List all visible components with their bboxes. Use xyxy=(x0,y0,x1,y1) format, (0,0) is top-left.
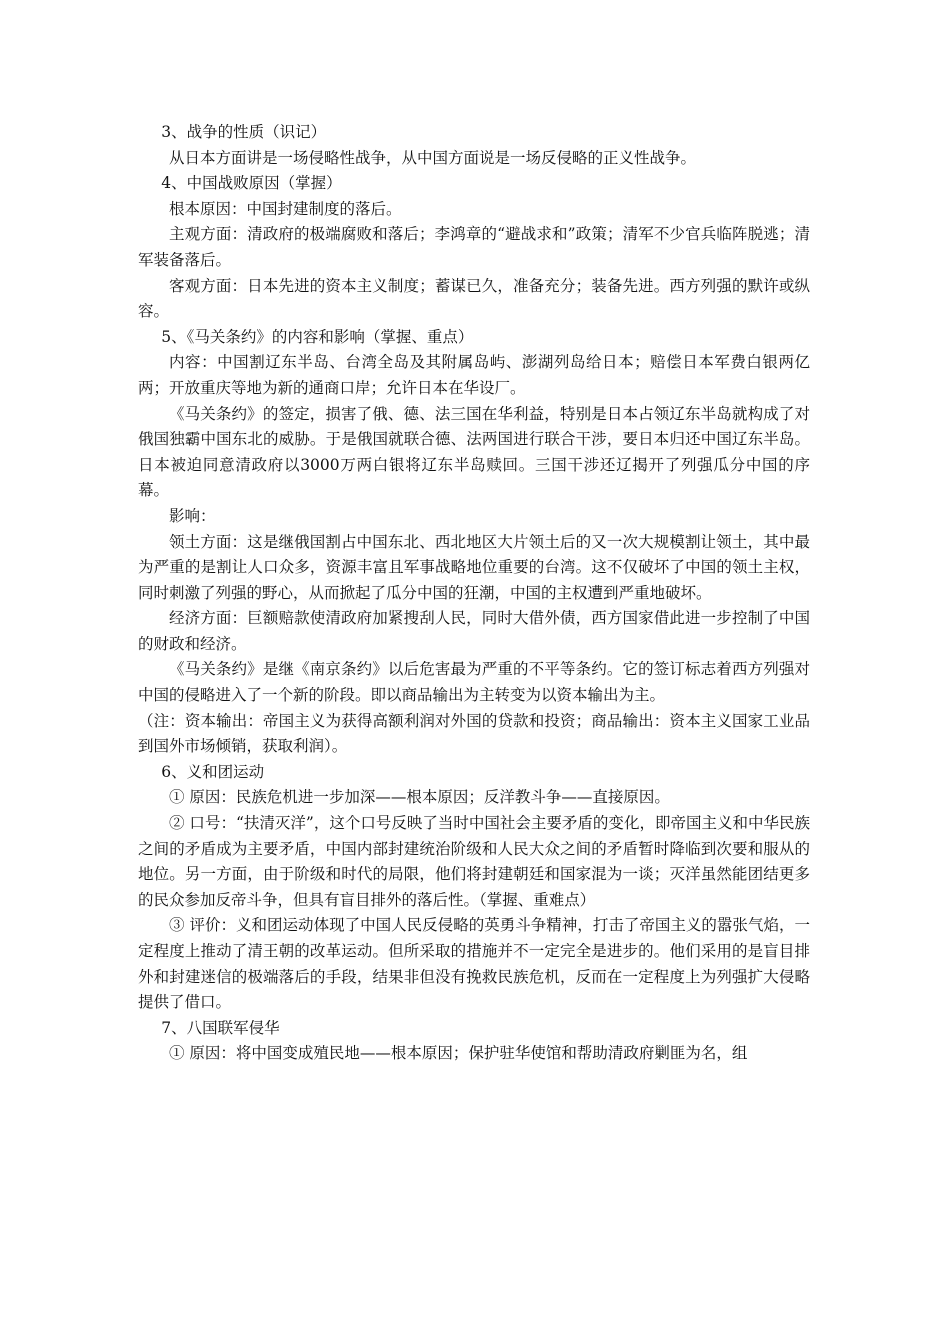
paragraph: ② 口号：“扶清灭洋”，这个口号反映了当时中国社会主要矛盾的变化，即帝国主义和中华民族之间的矛盾成为主要矛盾，中国内部封建统治阶级和人民大众之间的矛盾暂时降临到次要和服从的地位。另一方面，由于阶级和时代的局限，他们将封建朝廷和国家混为一谈；灭洋虽然能团结更多的民众参加反帝斗争，但具有盲目排外的落后性。（掌握、重难点） xyxy=(138,814,810,909)
document-body xyxy=(138,120,810,1067)
paragraph: 主观方面：清政府的极端腐败和落后；李鸿章的“避战求和”政策；清军不少官兵临阵脱逃；清军装备落后。 xyxy=(138,225,810,269)
paragraph: 领土方面：这是继俄国割占中国东北、西北地区大片领土后的又一次大规模割让领土，其中最为严重的是割让人口众多，资源丰富且军事战略地位重要的台湾。这不仅破坏了中国的领土主权，同时刺激了列强的野心，从而掀起了瓜分中国的狂潮，中国的主权遭到严重地破坏。 xyxy=(138,532,810,602)
paragraph: 《马关条约》是继《南京条约》以后危害最为严重的不平等条约。它的签订标志着西方列强对中国的侵略进入了一个新的阶段。即以商品输出为主转变为以资本输出为主。 xyxy=(138,660,810,705)
paragraph: 经济方面：巨额赔款使清政府加紧搜刮人民，同时大借外债，西方国家借此进一步控制了中国的财政和经济。 xyxy=(138,609,810,653)
paragraph: 根本原因：中国封建制度的落后。 xyxy=(169,199,402,218)
paragraph: 客观方面：日本先进的资本主义制度；蓄谋已久，准备充分；装备先进。西方列强的默许或纵容。 xyxy=(138,276,810,321)
paragraph: ① 原因：将中国变成殖民地——根本原因；保护驻华使馆和帮助清政府剿匪为名，组 xyxy=(169,1044,748,1063)
paragraph: ③ 评价：义和团运动体现了中国人民反侵略的英勇斗争精神，打击了帝国主义的嚣张气焰，一定程度上推动了清王朝的改革运动。但所采取的措施并不一定完全是进步的。他们采用的是盲目排外和封建迷信的极端落后的手段，结果非但没有挽救民族危机，反而在一定程度上为列强扩大侵略提供了借口。 xyxy=(138,916,810,1012)
heading-eight-nation-alliance: 7、八国联军侵华 xyxy=(161,1018,280,1037)
paragraph: 影响： xyxy=(169,506,216,525)
paragraph: ① 原因：民族危机进一步加深——根本原因；反洋教斗争——直接原因。 xyxy=(169,788,670,807)
paragraph: 从日本方面讲是一场侵略性战争，从中国方面说是一场反侵略的正义性战争。 xyxy=(169,148,697,167)
heading-treaty-shimonoseki: 5、《马关条约》的内容和影响（掌握、重点） xyxy=(161,327,474,346)
heading-boxer-movement: 6、义和团运动 xyxy=(161,762,265,781)
paragraph: 内容：中国割辽东半岛、台湾全岛及其附属岛屿、澎湖列岛给日本；赔偿日本军费白银两亿两；开放重庆等地为新的通商口岸；允许日本在华设厂。 xyxy=(138,353,810,397)
heading-war-nature: 3、战争的性质（识记） xyxy=(161,123,327,141)
heading-defeat-reasons: 4、中国战败原因（掌握） xyxy=(161,174,342,193)
paragraph: 《马关条约》的签定，损害了俄、德、法三国在华利益，特别是日本占领辽东半岛就构成了对俄国独霸中国东北的威胁。于是俄国就联合德、法两国进行联合干涉，要日本归还中国辽东半岛。日本被迫同意清政府以3000万两白银将辽东半岛赎回。三国干涉还辽揭开了列强瓜分中国的序幕。 xyxy=(138,404,810,500)
note-paragraph: （注：资本输出：帝国主义为获得高额利润对外国的贷款和投资；商品输出：资本主义国家工业品到国外市场倾销，获取利润）。 xyxy=(138,711,810,756)
